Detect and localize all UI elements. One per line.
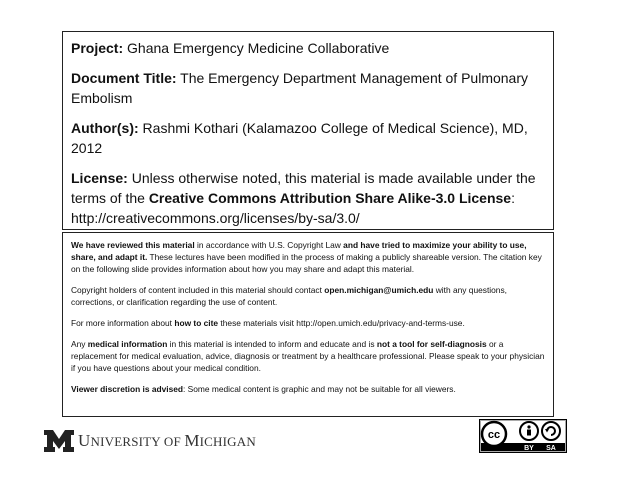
svg-text:cc: cc [487,429,501,441]
project-label: Project: [71,40,124,56]
notice-text: These lectures have been modified in the process of making a publicly shareable version. The citation key on the following slide provides information about how you may share and adapt this material. [71,252,542,275]
badge-sa-label: SA [546,445,556,452]
license-line [71,168,545,228]
author-value: Rashmi Kothari (Kalamazoo College of Medical Science), MD, 2012 [71,120,528,156]
notice-bold: medical information [87,338,168,349]
license-text: Unless otherwise noted, this material is made available under the terms of the [71,170,536,206]
notice-bold: Viewer discretion is advised [71,383,184,394]
cc-by-sa-icon [479,419,567,453]
license-url[interactable]: http://creativecommons.org/licenses/by-sa/3.0/ [71,210,360,226]
contact-email[interactable]: open.michigan@umich.edu [324,285,434,296]
notice-text: these materials visit http://open.umich.edu/privacy-and-terms-use. [218,318,465,329]
author-label: Author(s): [71,120,139,136]
document-title-label: Document Title: [71,70,177,86]
badge-by-label: BY [524,445,534,452]
license-label: License: [71,170,128,186]
notice-text: For more information about [71,318,175,329]
project-line [71,38,545,58]
notice-text: in this material is intended to inform and educate and is [167,338,377,349]
notice-bold: and have tried to maximize your ability to use, share, and adapt it. [71,240,527,263]
notice-text: : Some medical content is graphic and may not be suitable for all viewers. [183,383,456,394]
document-info-box [62,31,554,230]
project-value: Ghana Emergency Medicine Collaborative [127,40,390,56]
notice-text: in accordance with U.S. Copyright Law [194,240,344,250]
notice-box [62,232,554,417]
license-colon: : [511,190,515,206]
university-of-michigan-logo [44,429,256,453]
block-m-icon [44,430,74,452]
notice-review-paragraph [71,239,545,276]
document-title-value: The Emergency Department Management of Pulmonary Embolism [71,70,529,106]
license-name: Creative Commons Attribution Share Alike-3.0 License [148,190,512,206]
university-wordmark: UNIVERSITY OF MICHIGAN [78,431,256,450]
notice-discretion-paragraph [71,383,545,395]
author-line [71,118,545,158]
notice-bold: how to cite [174,318,219,329]
notice-text: Any [71,338,88,349]
notice-text: or a replacement for medical evaluation, advice, diagnosis or treatment by a healthcare professional. Please speak to your physician if you have questions about your medical condition. [71,338,545,374]
notice-contact-paragraph [71,284,545,308]
notice-text: Copyright holders of content included in this material should contact [71,285,325,296]
notice-medical-paragraph [71,338,545,375]
notice-bold: not a tool for self-diagnosis [376,338,487,349]
notice-bold: We have reviewed this material [71,240,195,250]
notice-cite-paragraph [71,317,545,329]
notice-text: with any questions, corrections, or clarification regarding the use of content. [71,285,507,308]
document-title-line [71,68,545,108]
